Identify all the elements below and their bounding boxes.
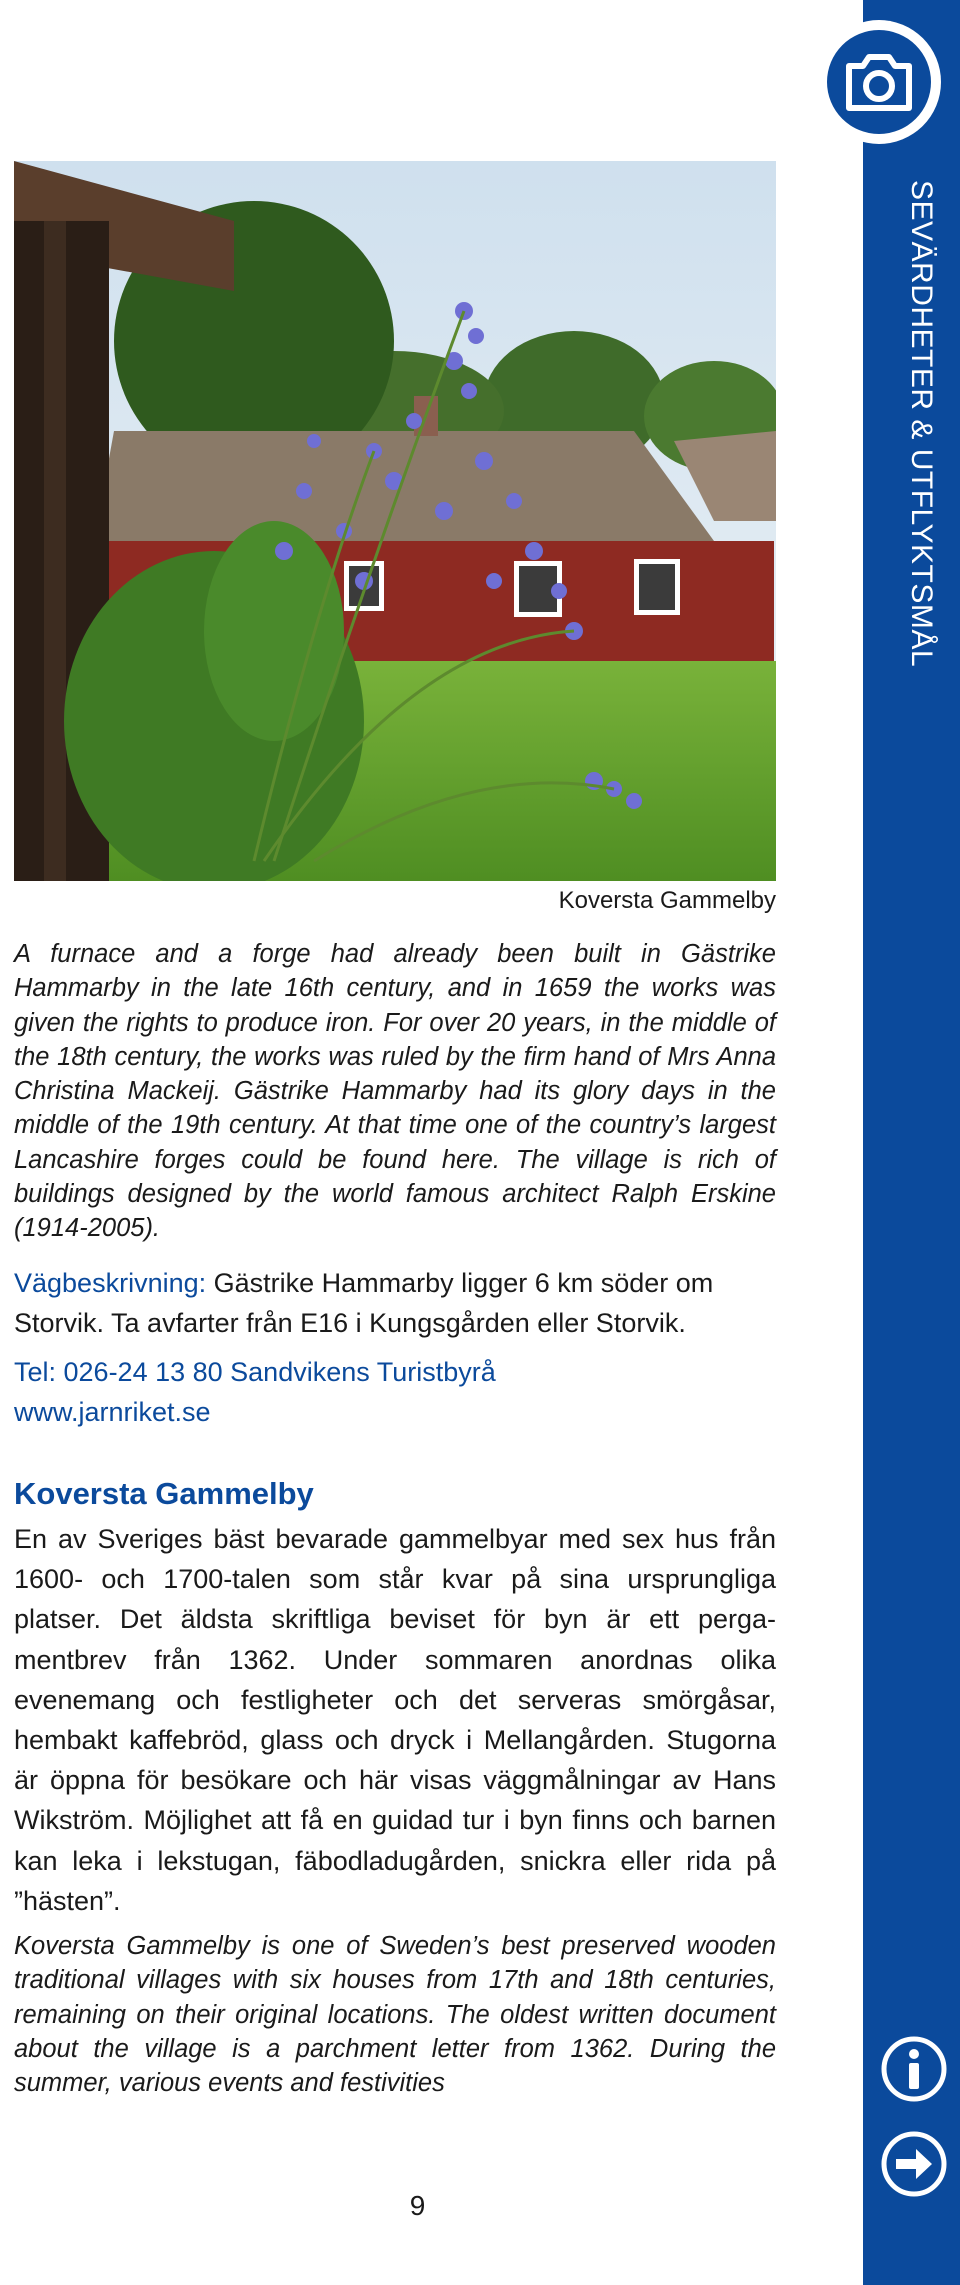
page-number: 9 — [409, 2190, 426, 2221]
website-link[interactable]: www.jarnriket.se — [14, 1397, 211, 1427]
swedish-paragraph: En av Sveriges bäst bevarade gammelbyar med sex hus från 1600- och 1700-talen som står kvar på sina ursprungliga platser. Det äldsta skriftliga beviset för byn är ett pergamentbrev från 1362. Under sommaren anordnas olika evenemang och festligheter och det serveras smörgåsar, hembakt kaffebröd, glass och dryck i Mellangården. Stugorna är öppna för besökare och här visas väggmålningar av Hans Wikström. Möjlighet att få en guidad tur i byn finns och barnen kan leka i lekstugan, fäbodladugården, snickra eller rida på ”hästen”. — [14, 1524, 776, 1916]
directions — [14, 1263, 776, 1343]
section-heading: Koversta Gammelby — [14, 1476, 314, 1511]
camera-icon — [817, 20, 941, 144]
english-paragraph: A furnace and a forge had already been built in Gästrike Hammarby in the late 16th century, and in 1659 the works was given the rights to produce iron. For over 20 years, in the middle of the 18th century, the works was ruled by the firm hand of Mrs Anna Christina Mackeij. Gästrike Hammarby had its glory days in the middle of the 19th century. At that time one of the country’s largest Lancashire forges could be found here. The village is rich of buildings designed by the world famous architect Ralph Erskine (1914-2005). — [14, 940, 776, 1243]
phone-number: Tel: 026-24 13 80 Sandvikens Turistbyrå — [14, 1357, 496, 1387]
directions-label: Vägbeskrivning: — [14, 1268, 207, 1298]
photo-caption: Koversta Gammelby — [558, 887, 776, 914]
directions-text: Gästrike Hammarby ligger 6 km söder om Storvik. Ta avfarter från E16 i Kungsgården eller Storvik. — [14, 1268, 714, 1338]
info-icon[interactable] — [880, 2035, 948, 2103]
contact-info — [14, 1352, 776, 1432]
english-paragraph-2: Koversta Gammelby is one of Sweden’s best preserved wooden traditional villages with six houses from 17th and 18th centuries, remaining on their original locations. The oldest written document about the village is a parchment letter from 1362. During the summer, various events and festivities — [14, 1932, 776, 2098]
arrow-right-icon[interactable] — [880, 2130, 948, 2198]
sidebar-title: SEVÄRDHETER & UTFLYKTSMÅL — [905, 180, 938, 668]
village-photo — [14, 161, 776, 881]
